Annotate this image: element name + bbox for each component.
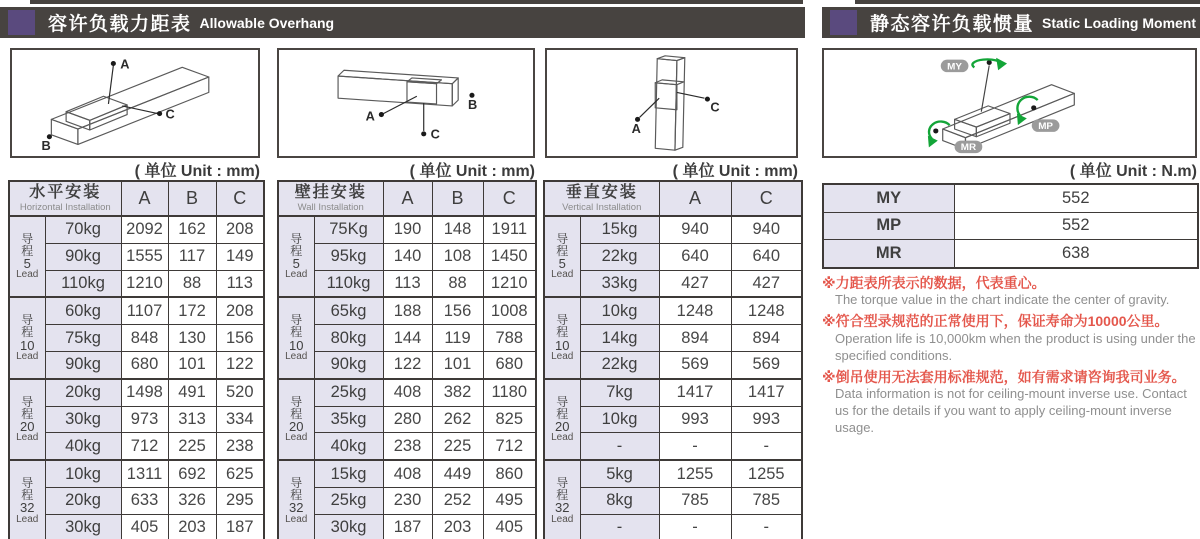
value-cell: 208 <box>216 216 264 243</box>
footnotes <box>822 271 1200 437</box>
lead-cell: 导 程 32 Lead <box>278 460 314 539</box>
value-cell: 190 <box>383 216 432 243</box>
value-cell: 427 <box>731 270 802 297</box>
value-cell: 252 <box>432 487 483 514</box>
lead-cell: 导 程 10 Lead <box>9 297 45 378</box>
point-label-c: C <box>430 127 440 142</box>
footnote-zh: ※符合型录规范的正常使用下，保证寿命为10000公里。 <box>822 313 1169 330</box>
table-title-en: Vertical Installation <box>562 201 642 213</box>
value-cell: 156 <box>432 297 483 324</box>
table-row <box>544 514 802 539</box>
footnote <box>822 368 1200 437</box>
load-cell: 95kg <box>314 243 383 270</box>
value-cell: 427 <box>659 270 731 297</box>
table-row <box>544 487 802 514</box>
header-accent-square <box>8 10 35 35</box>
load-cell: 75kg <box>45 325 121 352</box>
load-cell: 22kg <box>580 243 659 270</box>
lead-cell: 导 程 32 Lead <box>544 460 580 539</box>
value-cell: 894 <box>659 325 731 352</box>
load-cell: 14kg <box>580 325 659 352</box>
table-row <box>9 325 264 352</box>
value-cell: 640 <box>659 243 731 270</box>
value-cell: 785 <box>659 487 731 514</box>
table-row <box>9 351 264 378</box>
load-cell: 5kg <box>580 460 659 487</box>
column-header: A <box>121 181 168 216</box>
value-cell: 140 <box>383 243 432 270</box>
table-row <box>278 243 536 270</box>
diagram-wall-installation <box>277 48 535 158</box>
load-cell: 80kg <box>314 325 383 352</box>
section-title-zh: 静态容许负载惯量 <box>870 14 1035 35</box>
mr-badge-label: MR <box>960 142 977 154</box>
table-row <box>9 216 264 243</box>
value-cell: 625 <box>216 460 264 487</box>
lead-cell: 导 程 20 Lead <box>278 379 314 460</box>
load-cell: 25kg <box>314 487 383 514</box>
load-cell: 22kg <box>580 351 659 378</box>
table-vertical-installation <box>543 180 803 539</box>
value-cell: 712 <box>121 433 168 460</box>
value-cell: 1248 <box>659 297 731 324</box>
table-row <box>9 487 264 514</box>
value-cell: 405 <box>483 514 536 539</box>
table-row <box>9 406 264 433</box>
table-row <box>544 379 802 406</box>
point-label-a: A <box>120 57 130 72</box>
value-cell: - <box>659 433 731 460</box>
value-cell: 119 <box>432 325 483 352</box>
table-row <box>9 514 264 539</box>
value-cell: 1210 <box>483 270 536 297</box>
moment-value-cell: 638 <box>954 240 1198 268</box>
value-cell: 633 <box>121 487 168 514</box>
value-cell: 117 <box>168 243 216 270</box>
load-cell: 25kg <box>314 379 383 406</box>
point-label-a: A <box>365 109 375 124</box>
table-row <box>9 297 264 324</box>
value-cell: 520 <box>216 379 264 406</box>
table-row <box>278 325 536 352</box>
load-cell: - <box>580 433 659 460</box>
point-c-dot <box>157 111 162 116</box>
value-cell: 295 <box>216 487 264 514</box>
value-cell: 326 <box>168 487 216 514</box>
value-cell: 313 <box>168 406 216 433</box>
value-cell: 156 <box>216 325 264 352</box>
table-title-zh: 水平安装 <box>29 183 102 201</box>
value-cell: 144 <box>383 325 432 352</box>
value-cell: 860 <box>483 460 536 487</box>
footnote-zh: ※力距表所表示的数据，代表重心。 <box>822 275 1046 291</box>
unit-label-mm: ( 单位 Unit : mm) <box>134 163 260 180</box>
lead-cell: 导 程 5 Lead <box>9 216 45 297</box>
value-cell: 130 <box>168 325 216 352</box>
load-cell: 35kg <box>314 406 383 433</box>
load-cell: 60kg <box>45 297 121 324</box>
point-label-a: A <box>631 121 641 136</box>
lead-cell: 导 程 10 Lead <box>544 297 580 378</box>
value-cell: - <box>731 433 802 460</box>
table-row <box>278 379 536 406</box>
point-c-dot <box>421 131 426 136</box>
diagram-static-loading-moment <box>822 48 1197 158</box>
value-cell: 495 <box>483 487 536 514</box>
footnote <box>822 312 1200 364</box>
table-row <box>278 270 536 297</box>
value-cell: 188 <box>383 297 432 324</box>
load-cell: 7kg <box>580 379 659 406</box>
value-cell: 825 <box>483 406 536 433</box>
moment-value-cell: 552 <box>954 184 1198 212</box>
value-cell: 113 <box>383 270 432 297</box>
footnote-en: The torque value in the chart indicate the center of gravity. <box>835 292 1170 308</box>
value-cell: 108 <box>432 243 483 270</box>
moment-label-cell: MY <box>823 184 954 212</box>
table-row <box>9 243 264 270</box>
value-cell: 692 <box>168 460 216 487</box>
my-badge-label: MY <box>947 61 963 73</box>
value-cell: 208 <box>216 297 264 324</box>
table-row <box>9 433 264 460</box>
load-cell: 30kg <box>45 406 121 433</box>
section-header-allowable-overhang <box>0 7 805 38</box>
point-label-c: C <box>710 100 720 115</box>
table-title <box>544 181 659 216</box>
column-header: C <box>731 181 802 216</box>
value-cell: 172 <box>168 297 216 324</box>
table-row <box>278 460 536 487</box>
table-row <box>544 351 802 378</box>
table-row <box>544 433 802 460</box>
footnote-en: Data information is not for ceiling-mount inverse use. Contact us for the details if you want to apply ceiling-mount inverse usage. <box>835 386 1187 435</box>
load-cell: 110kg <box>314 270 383 297</box>
value-cell: 993 <box>659 406 731 433</box>
value-cell: 973 <box>121 406 168 433</box>
unit-label-nm: ( 单位 Unit : N.m) <box>1069 163 1197 180</box>
rail-isometric-drawing <box>12 50 258 156</box>
value-cell: - <box>659 514 731 539</box>
point-a-dot <box>379 112 384 117</box>
moment-label-cell: MR <box>823 240 954 268</box>
load-cell: 20kg <box>45 487 121 514</box>
value-cell: 148 <box>432 216 483 243</box>
load-cell: 30kg <box>314 514 383 539</box>
table-row <box>9 460 264 487</box>
value-cell: 940 <box>659 216 731 243</box>
table-row <box>544 216 802 243</box>
value-cell: 203 <box>168 514 216 539</box>
load-cell: 10kg <box>45 460 121 487</box>
footnote-en: Operation life is 10,000km when the product is using under the specified conditions. <box>835 330 1196 363</box>
load-cell: - <box>580 514 659 539</box>
mp-badge-label: MP <box>1038 121 1054 132</box>
table-row <box>9 379 264 406</box>
lead-cell: 导 程 5 Lead <box>278 216 314 297</box>
load-cell: 30kg <box>45 514 121 539</box>
value-cell: 262 <box>432 406 483 433</box>
lead-cell: 导 程 10 Lead <box>278 297 314 378</box>
moment-label-cell: MP <box>823 212 954 240</box>
value-cell: 569 <box>659 351 731 378</box>
table-row <box>544 460 802 487</box>
value-cell: 408 <box>383 460 432 487</box>
value-cell: 940 <box>731 216 802 243</box>
value-cell: 848 <box>121 325 168 352</box>
value-cell: - <box>731 514 802 539</box>
table-row <box>544 406 802 433</box>
footnote-zh: ※倒吊使用无法套用标准规范，如有需求请咨询我司业务。 <box>822 368 1186 385</box>
moment-axes-drawing <box>824 50 1195 156</box>
value-cell: 203 <box>432 514 483 539</box>
load-cell: 75Kg <box>314 216 383 243</box>
value-cell: 1107 <box>121 297 168 324</box>
value-cell: 1555 <box>121 243 168 270</box>
section-title-en: Allowable Overhang <box>199 14 335 31</box>
my-axis-dot <box>987 60 992 65</box>
column-header: A <box>659 181 731 216</box>
value-cell: 1248 <box>731 297 802 324</box>
column-header: B <box>168 181 216 216</box>
point-a-dot <box>111 61 116 66</box>
point-c-dot <box>705 97 710 102</box>
section-title-zh: 容许负载力距表 <box>48 14 192 35</box>
header-accent-square <box>830 10 857 35</box>
load-cell: 33kg <box>580 270 659 297</box>
table-row <box>9 270 264 297</box>
value-cell: 1255 <box>731 460 802 487</box>
value-cell: 788 <box>483 325 536 352</box>
point-label-b: B <box>41 139 51 154</box>
column-header: B <box>432 181 483 216</box>
column-header: A <box>383 181 432 216</box>
value-cell: 1255 <box>659 460 731 487</box>
rail-vertical-drawing <box>547 50 796 156</box>
table-title <box>278 181 383 216</box>
mr-axis-dot <box>933 128 938 133</box>
value-cell: 162 <box>168 216 216 243</box>
value-cell: 88 <box>432 270 483 297</box>
load-cell: 10kg <box>580 297 659 324</box>
lead-cell: 导 程 20 Lead <box>544 379 580 460</box>
load-cell: 90kg <box>314 351 383 378</box>
value-cell: 88 <box>168 270 216 297</box>
diagram-vertical-installation <box>545 48 798 158</box>
value-cell: 238 <box>216 433 264 460</box>
value-cell: 334 <box>216 406 264 433</box>
load-cell: 20kg <box>45 379 121 406</box>
value-cell: 149 <box>216 243 264 270</box>
table-row <box>544 325 802 352</box>
table-row <box>278 514 536 539</box>
value-cell: 491 <box>168 379 216 406</box>
value-cell: 382 <box>432 379 483 406</box>
top-rule-right <box>855 0 1200 4</box>
value-cell: 238 <box>383 433 432 460</box>
diagram-horizontal-installation <box>10 48 260 158</box>
lead-cell: 导 程 5 Lead <box>544 216 580 297</box>
load-cell: 8kg <box>580 487 659 514</box>
value-cell: 449 <box>432 460 483 487</box>
value-cell: 280 <box>383 406 432 433</box>
value-cell: 1417 <box>731 379 802 406</box>
top-rule-left <box>30 0 803 4</box>
value-cell: 101 <box>168 351 216 378</box>
value-cell: 408 <box>383 379 432 406</box>
rail-side-drawing <box>279 50 533 156</box>
table-title-en: Wall Installation <box>297 201 364 213</box>
column-header: C <box>216 181 264 216</box>
table-row <box>278 351 536 378</box>
table-row <box>278 216 536 243</box>
table-static-loading-moment <box>822 183 1199 269</box>
table-row <box>544 297 802 324</box>
value-cell: 894 <box>731 325 802 352</box>
value-cell: 680 <box>121 351 168 378</box>
table-wall-installation <box>277 180 537 539</box>
value-cell: 122 <box>216 351 264 378</box>
load-cell: 70kg <box>45 216 121 243</box>
table-row <box>544 270 802 297</box>
value-cell: 1498 <box>121 379 168 406</box>
load-cell: 90kg <box>45 243 121 270</box>
moment-value-cell: 552 <box>954 212 1198 240</box>
column-header: C <box>483 181 536 216</box>
point-label-c: C <box>165 107 175 122</box>
table-title-en: Horizontal Installation <box>19 201 111 213</box>
load-cell: 90kg <box>45 351 121 378</box>
table-title-zh: 壁挂安装 <box>294 183 367 201</box>
value-cell: 1180 <box>483 379 536 406</box>
table-row <box>278 297 536 324</box>
value-cell: 640 <box>731 243 802 270</box>
value-cell: 1450 <box>483 243 536 270</box>
table-title <box>9 181 121 216</box>
value-cell: 187 <box>383 514 432 539</box>
load-cell: 40kg <box>45 433 121 460</box>
value-cell: 1210 <box>121 270 168 297</box>
value-cell: 113 <box>216 270 264 297</box>
value-cell: 680 <box>483 351 536 378</box>
value-cell: 993 <box>731 406 802 433</box>
value-cell: 569 <box>731 351 802 378</box>
value-cell: 187 <box>216 514 264 539</box>
value-cell: 1911 <box>483 216 536 243</box>
table-row <box>278 433 536 460</box>
value-cell: 1417 <box>659 379 731 406</box>
moment-row <box>823 212 1198 240</box>
load-cell: 40kg <box>314 433 383 460</box>
unit-label-mm: ( 单位 Unit : mm) <box>672 163 798 180</box>
footnote <box>822 274 1200 309</box>
table-row <box>544 243 802 270</box>
value-cell: 230 <box>383 487 432 514</box>
lead-cell: 导 程 32 Lead <box>9 460 45 539</box>
mp-axis-dot <box>1031 105 1036 110</box>
load-cell: 65kg <box>314 297 383 324</box>
value-cell: 122 <box>383 351 432 378</box>
lead-cell: 导 程 20 Lead <box>9 379 45 460</box>
point-label-b: B <box>468 97 478 112</box>
value-cell: 1311 <box>121 460 168 487</box>
value-cell: 405 <box>121 514 168 539</box>
load-cell: 15kg <box>314 460 383 487</box>
table-title-zh: 垂直安装 <box>565 183 638 201</box>
moment-row <box>823 184 1198 212</box>
section-title-en: Static Loading Moment <box>1042 14 1197 31</box>
value-cell: 712 <box>483 433 536 460</box>
load-cell: 10kg <box>580 406 659 433</box>
load-cell: 110kg <box>45 270 121 297</box>
value-cell: 1008 <box>483 297 536 324</box>
unit-label-mm: ( 单位 Unit : mm) <box>409 163 535 180</box>
value-cell: 785 <box>731 487 802 514</box>
value-cell: 2092 <box>121 216 168 243</box>
value-cell: 101 <box>432 351 483 378</box>
table-horizontal-installation <box>8 180 265 539</box>
load-cell: 15kg <box>580 216 659 243</box>
table-row <box>278 487 536 514</box>
value-cell: 225 <box>168 433 216 460</box>
section-header-static-loading-moment <box>822 7 1200 38</box>
moment-row <box>823 240 1198 268</box>
table-row <box>278 406 536 433</box>
value-cell: 225 <box>432 433 483 460</box>
